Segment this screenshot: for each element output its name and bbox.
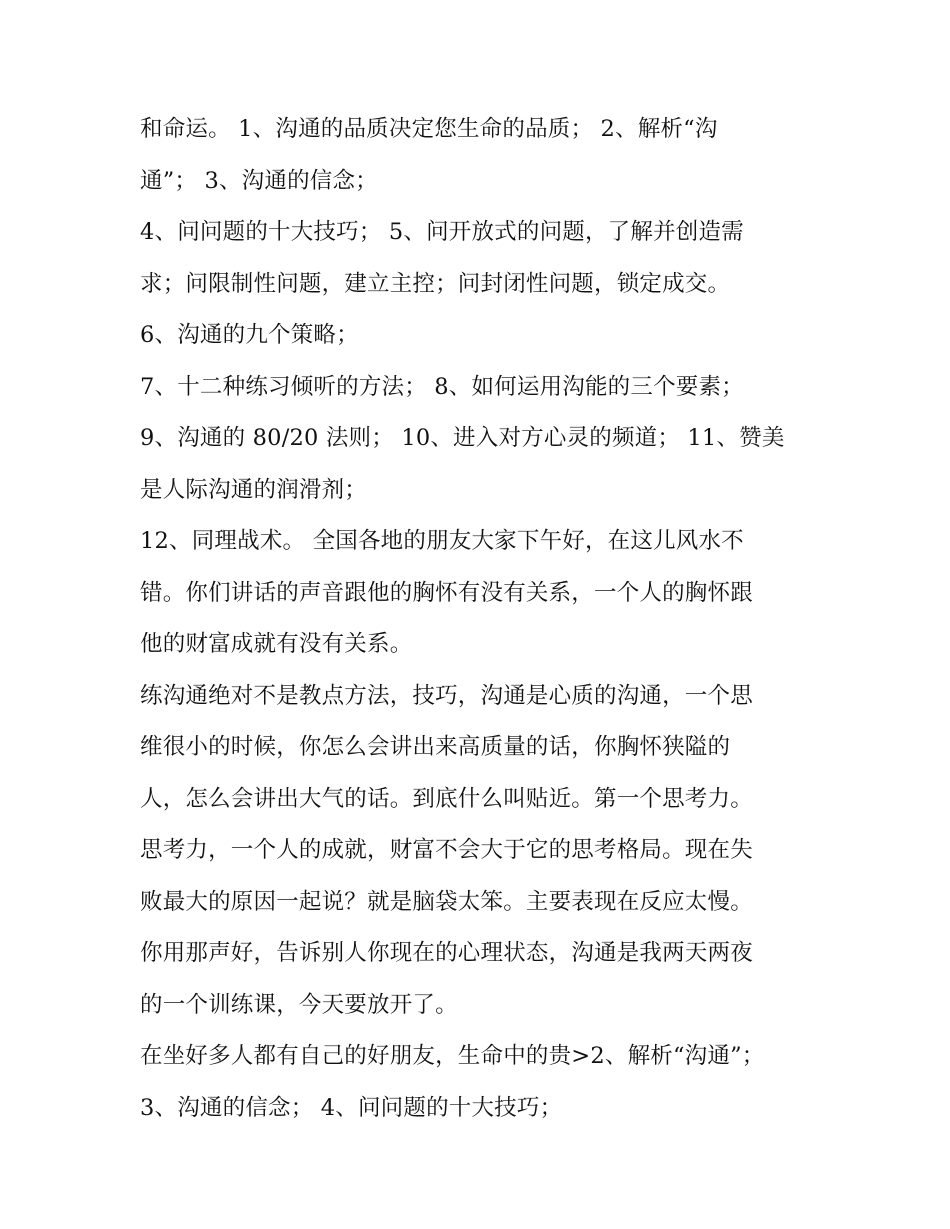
text-line: 你用那声好，告诉别人你现在的心理状态，沟通是我两天两夜 [140,940,753,966]
body-text [140,104,830,1134]
text-line: 求；问限制性问题，建立主控；问封闭性问题，锁定成交。 [140,270,731,297]
text-line: 思考力，一个人的成就，财富不会大于它的思考格局。现在失 [140,837,753,863]
text-line: 维很小的时候，你怎么会讲出来高质量的话，你胸怀狭隘的 [140,734,731,760]
text-line: 在坐好多人都有自己的好朋友，生命中的贵>2、解析“沟通”； [140,1043,765,1069]
text-line: 9、沟通的 80/20 法则； 10、进入对方心灵的频道； 11、赞美 [140,425,785,451]
text-line: 3、沟通的信念； 4、问问题的十大技巧； [140,1094,563,1121]
text-line: 人，怎么会讲出大气的话。到底什么叫贴近。第一个思考力。 [140,785,753,812]
text-line: 他的财富成就有没有关系。 [140,631,413,657]
text-line: 4、问问题的十大技巧； 5、问开放式的问题，了解并创造需 [140,219,744,245]
text-line: 6、沟通的九个策略； [140,322,359,348]
text-line: 是人际沟通的润滑剂； [140,476,368,503]
text-line: 和命运。 1、沟通的品质决定您生命的品质； 2、解析“沟 [140,116,718,142]
text-line: 12、同理战术。 全国各地的朋友大家下午好，在这儿风水不 [140,528,744,554]
text-line: 通”； 3、沟通的信念； [140,167,378,194]
text-line: 的一个训练课，今天要放开了。 [140,991,458,1018]
text-line: 败最大的原因一起说？就是脑袋太笨。主要表现在反应太慢。 [140,888,753,915]
text-line: 练沟通绝对不是教点方法，技巧，沟通是心质的沟通，一个思 [140,682,753,709]
text-line: 7、十二种练习倾听的方法； 8、如何运用沟能的三个要素； [140,373,744,400]
text-line: 错。你们讲话的声音跟他的胸怀有没有关系，一个人的胸怀跟 [140,579,753,606]
